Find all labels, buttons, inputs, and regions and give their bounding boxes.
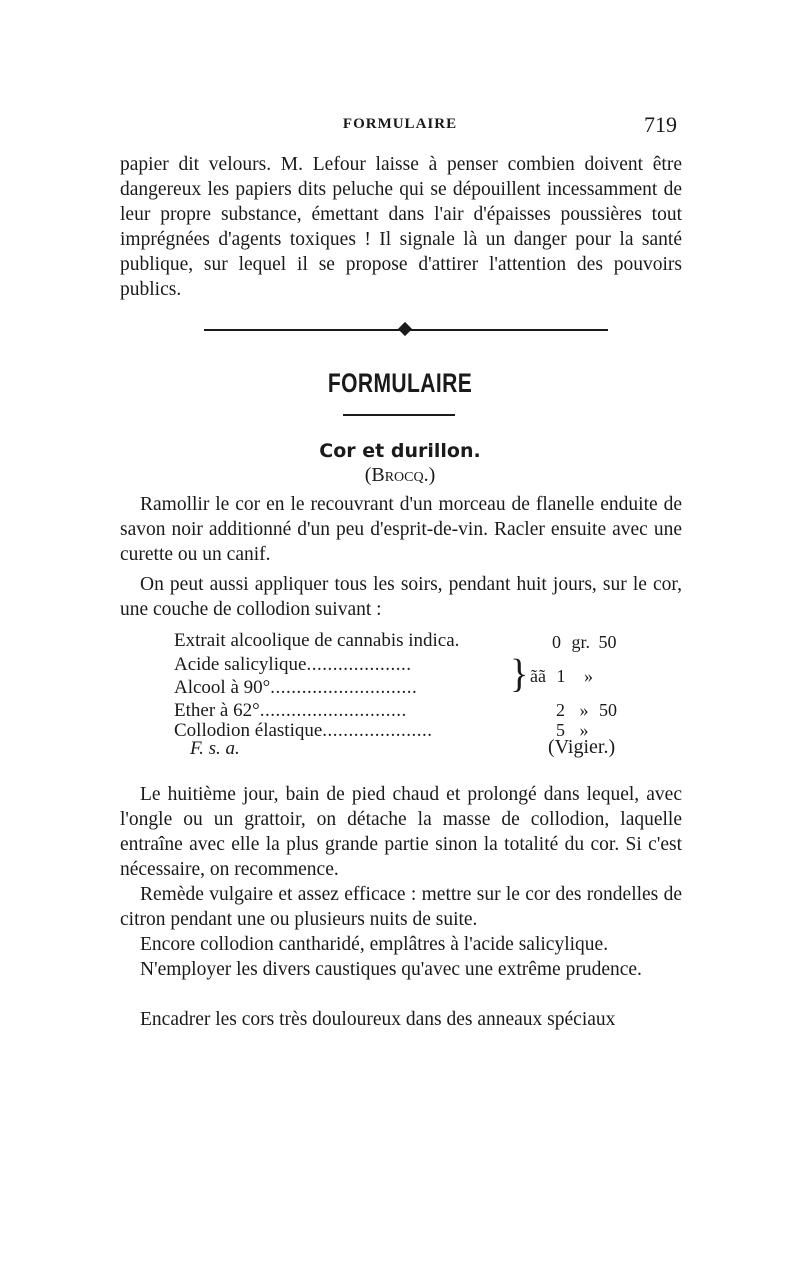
- paragraph-collodion: Encore collodion cantharidé, emplâtres à l'acide salicylique.: [140, 934, 609, 955]
- section-title: FORMULAIRE: [327, 368, 473, 398]
- grouping-brace: }: [510, 651, 529, 697]
- intro-paragraph: papier dit velours. M. Lefour laisse à penser combien doivent être dangereux les papiers dits peluche qui se dépouillent incessamment de leur propre substance, émettant dans l'air d'épaisses poussières tout imprégnées d'agents toxiques ! Il signale là un danger pour la santé publique, sur lequel il se propose d'attirer l'attention des pouvoirs publics.: [120, 154, 682, 300]
- ornamental-divider: [204, 320, 608, 340]
- ingredient-line: Collodion élastique.....................: [174, 720, 433, 741]
- ingredient-name: Alcool à 90°: [174, 677, 271, 698]
- ingredient-line: Alcool à 90°............................: [174, 677, 418, 698]
- ingredient-line: [174, 630, 459, 652]
- title-underline: [343, 414, 455, 416]
- ingredient-name: Acide salicylique: [174, 654, 307, 675]
- paragraph-ramollir: Ramollir le cor en le recouvrant d'un morceau de flanelle enduite de savon noir additionné d'un peu d'esprit-de-vin. Racler ensuite avec une curette ou un canif.: [120, 494, 682, 565]
- paragraph-huitieme-jour: Le huitième jour, bain de pied chaud et prolongé dans lequel, avec l'ongle ou un grattoir, on détache la masse de collodion, laquelle entraîne avec elle la plus grande partie sinon la totalité du cor. Si c'est nécessaire, on recommence.: [120, 784, 682, 880]
- running-title: FORMULAIRE: [342, 116, 458, 132]
- ingredient-name: Collodion élastique: [174, 720, 323, 741]
- recipe-author: (Brocq.): [364, 464, 436, 486]
- paragraph-on-peut: On peut aussi appliquer tous les soirs, pendant huit jours, sur le cor, une couche de collodion suivant :: [120, 574, 682, 620]
- ingredient-amount: 0 gr. 50: [552, 632, 617, 652]
- formula-abbreviation: F. s. a.: [190, 738, 240, 759]
- paragraph-caustiques: N'employer les divers caustiques qu'avec une extrême prudence.: [140, 959, 642, 980]
- paragraph-encadrer: Encadrer les cors très douloureux dans des anneaux spéciaux: [140, 1009, 616, 1030]
- ingredient-name: Extrait alcoolique de cannabis indica.: [174, 630, 460, 651]
- page-number: 719: [644, 112, 677, 137]
- ingredient-amount: 5 »: [556, 720, 589, 740]
- prescription-signature: (Vigier.): [548, 736, 616, 758]
- ingredient-amount: 2 » 50: [556, 700, 617, 720]
- ingredient-name: Ether à 62°: [174, 700, 260, 721]
- running-header: [0, 114, 800, 138]
- paragraph-remede: Remède vulgaire et assez efficace : mettre sur le cor des rondelles de citron pendant une ou plusieurs nuits de suite.: [120, 884, 682, 930]
- ingredient-line: Acide salicylique....................: [174, 654, 412, 675]
- shared-amount: ãã 1 »: [530, 666, 593, 686]
- ingredient-line: Ether à 62°............................: [174, 700, 407, 721]
- recipe-title: Cor et durillon.: [319, 440, 481, 462]
